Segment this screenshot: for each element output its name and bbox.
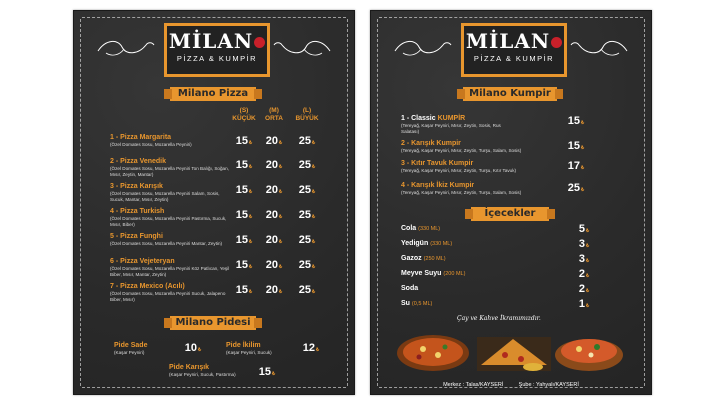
pizza-item: 2 - Pizza Venedik (Özel Domates Sosu, Mozarella Peyniri Ton Balığı, Soğan, Mısır, Zeytin, Mantar) (110, 158, 229, 177)
size-header-small: (S) KÜÇÜK (232, 107, 256, 122)
price-small: 15₺ (235, 234, 253, 246)
drink-item: Cola (330 ML) (401, 225, 441, 232)
kumpir-price: 15₺ (567, 115, 585, 127)
drink-item: Soda (401, 285, 419, 292)
logo-name: MİLAN (168, 29, 254, 53)
drink-item: Su (0,5 ML) (401, 300, 433, 307)
price-small: 15₺ (235, 209, 253, 221)
section-title-kumpir: Milano Kumpir (463, 87, 557, 101)
swirl-ornament-left (96, 37, 156, 59)
drink-price: 3₺ (578, 238, 590, 250)
logo-pizza-badge (254, 37, 265, 48)
logo-pizza-badge (551, 37, 562, 48)
section-title-pide: Milano Pidesi (170, 316, 256, 330)
price-medium: 20₺ (265, 209, 283, 221)
price-large: 25₺ (298, 184, 316, 196)
swirl-ornament-right (569, 37, 629, 59)
chalk-border-left (80, 19, 81, 386)
kumpir-item: 3 - Kıtır Tavuk Kumpir (Tereyağ, Kaşar Peyniri, Mısır, Zeytin, Turşu, Kıtır Tavuk) (401, 160, 517, 173)
menu-page-left (73, 10, 355, 395)
price-large: 25₺ (298, 259, 316, 271)
branch-locations: Merkez : Talas/KAYSERİ Şube : Yahyalı/KAYSERİ (443, 382, 579, 388)
logo-subtitle: PİZZA & KUMPİR (176, 54, 258, 63)
price-large: 25₺ (298, 159, 316, 171)
pizza-item: 7 - Pizza Mexico (Acılı) (Özel Domates Sosu, Mozarella Peyniri Sucuk, Jalapeno Biber, Mısır) (110, 283, 226, 302)
menu-page-right (370, 10, 652, 395)
price-small: 15₺ (235, 184, 253, 196)
chalk-border-top (379, 17, 643, 18)
chalk-border-right (644, 19, 645, 386)
price-small: 15₺ (235, 159, 253, 171)
section-title-pizza: Milano Pizza (170, 87, 256, 101)
price-small: 15₺ (235, 135, 253, 147)
price-medium: 20₺ (265, 135, 283, 147)
price-large: 25₺ (298, 284, 316, 296)
kumpir-item: 4 - Karışık İkiz Kumpir (Tereyağ, Kaşar Peyniri, Mısır, Zeytin, Turşu, Salam, Sosis) (401, 182, 522, 195)
price-medium: 20₺ (265, 284, 283, 296)
pizza-item: 1 - Pizza Margarita (Özel Domates Sosu, Mozarella Peyniri) (110, 134, 192, 147)
pide-item: Pide Karışık (Kaşar Peyniri, Sucuk, Pastırma) (169, 364, 236, 377)
drink-price: 2₺ (578, 268, 590, 280)
price-medium: 20₺ (265, 234, 283, 246)
milano-logo (164, 23, 270, 77)
pizza-item: 4 - Pizza Turkish (Özel Domates Sosu, Mozarella Peyniri Pastırma, Sucuk, Mısır, Biber) (110, 208, 227, 227)
chalk-border-top (82, 17, 346, 18)
chalk-border-bottom (82, 387, 346, 388)
pide-price: 12₺ (302, 342, 320, 354)
swirl-ornament-right (272, 37, 332, 59)
kumpir-price: 15₺ (567, 140, 585, 152)
chalk-border-left (377, 19, 378, 386)
pizza-item: 3 - Pizza Karışık (Özel Domates Sosu, Mozarella Peyniri Salam, Sosis, Sucuk, Mantar, Mısır, Zeytin) (110, 183, 220, 202)
pizza-item: 6 - Pizza Vejeteryan (Özel Domates Sosu, Mozarella Peyniri Köz Patlıcan, Yeşil Biber, Mısır, Mantar, Zeytin) (110, 258, 230, 277)
drink-price: 2₺ (578, 283, 590, 295)
price-large: 25₺ (298, 234, 316, 246)
pide-item: Pide Sade (Kaşar Peyniri) (114, 342, 148, 355)
pizza-item: 5 - Pizza Funghi (Özel Domates Sosu, Mozarella Peyniri Mantar, Zeytin) (110, 233, 223, 246)
drink-price: 1₺ (578, 298, 590, 310)
pide-price: 10₺ (184, 342, 202, 354)
chalk-border-right (347, 19, 348, 386)
size-header-large: (L) BÜYÜK (295, 107, 319, 122)
drink-item: Gazoz (250 ML) (401, 255, 446, 262)
price-medium: 20₺ (265, 259, 283, 271)
swirl-ornament-left (393, 37, 453, 59)
price-small: 15₺ (235, 259, 253, 271)
kumpir-item: 1 - Classic KUMPİR (Tereyağ, Kaşar Peyniri, Mısır, Zeytin, Sosis, Rus Salatası) (401, 115, 501, 134)
logo-subtitle: PİZZA & KUMPİR (473, 54, 555, 63)
drink-price: 5₺ (578, 223, 590, 235)
price-small: 15₺ (235, 284, 253, 296)
drink-item: Meyve Suyu (200 ML) (401, 270, 466, 277)
drink-item: Yedigün (330 ML) (401, 240, 453, 247)
drink-price: 3₺ (578, 253, 590, 265)
size-header-medium: (M) ORTA (265, 107, 283, 122)
kumpir-price: 17₺ (567, 160, 585, 172)
price-large: 25₺ (298, 135, 316, 147)
tagline: Çay ve Kahve İkramımızdır. (457, 315, 541, 322)
logo-name: MİLAN (465, 29, 551, 53)
price-medium: 20₺ (265, 159, 283, 171)
kumpir-item: 2 - Karışık Kumpir (Tereyağ, Kaşar Peyniri, Mısır, Zeytin, Turşu, Salam, Sosis) (401, 140, 522, 153)
price-medium: 20₺ (265, 184, 283, 196)
price-large: 25₺ (298, 209, 316, 221)
milano-logo (461, 23, 567, 77)
section-title-drinks: İçecekler (471, 207, 549, 221)
food-photo-strip (393, 325, 629, 375)
pide-price: 15₺ (258, 366, 276, 378)
kumpir-price: 25₺ (567, 182, 585, 194)
pide-item: Pide İkilim (Kaşar Peyniri, Sucuk) (226, 342, 272, 355)
